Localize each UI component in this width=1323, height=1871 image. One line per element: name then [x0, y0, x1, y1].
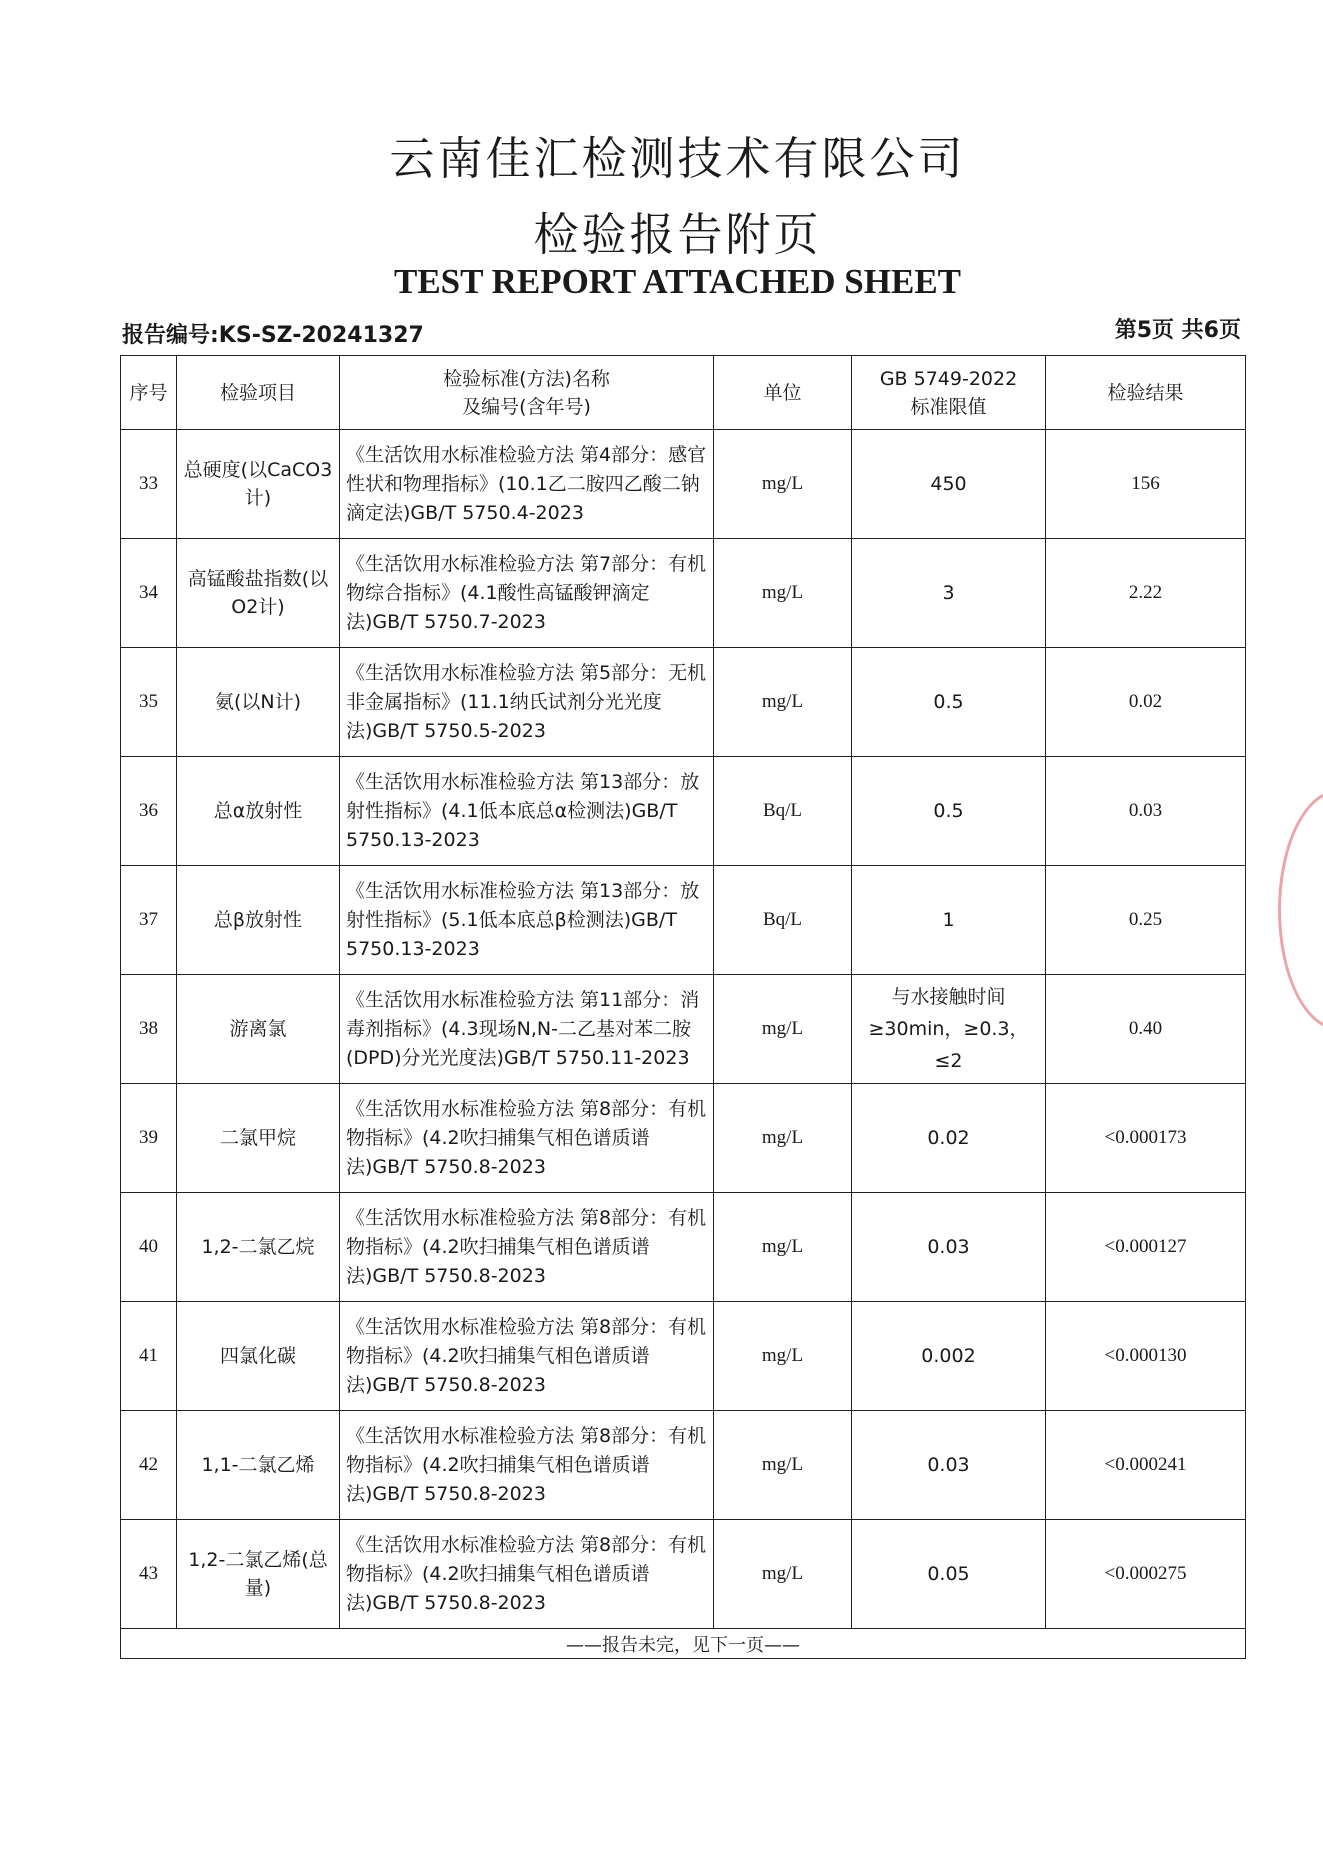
row-limit: 0.05 [852, 1520, 1046, 1629]
company-name: 云南佳汇检测技术有限公司 [389, 132, 966, 185]
table-row [121, 975, 1246, 1084]
row-result: 2.22 [1046, 539, 1246, 648]
table-row [121, 1520, 1246, 1629]
row-limit: 0.02 [852, 1084, 1046, 1193]
row-result: <0.000275 [1046, 1520, 1246, 1629]
header-standard-line2: 及编号(含年号) [462, 395, 591, 418]
header-limit-line1: GB 5749-2022 [879, 367, 1018, 390]
row-number: 42 [121, 1411, 177, 1520]
row-standard: 《生活饮用水标准检验方法 第8部分：有机物指标》(4.2吹扫捕集气相色谱质谱法)GB/T 5750.8-2023 [340, 1193, 714, 1302]
row-standard: 《生活饮用水标准检验方法 第4部分：感官性状和物理指标》(10.1乙二胺四乙酸二钠滴定法)GB/T 5750.4-2023 [340, 430, 714, 539]
continuation-note: ——报告未完，见下一页—— [121, 1629, 1246, 1659]
row-number: 33 [121, 430, 177, 539]
table-footer-row [121, 1629, 1246, 1659]
table-row [121, 1084, 1246, 1193]
row-unit: mg/L [714, 1302, 852, 1411]
row-number: 39 [121, 1084, 177, 1193]
row-number: 43 [121, 1520, 177, 1629]
row-standard: 《生活饮用水标准检验方法 第8部分：有机物指标》(4.2吹扫捕集气相色谱质谱法)GB/T 5750.8-2023 [340, 1411, 714, 1520]
row-unit: mg/L [714, 430, 852, 539]
row-limit: 与水接触时间≥30min，≥0.3，≤2 [852, 975, 1046, 1084]
row-standard: 《生活饮用水标准检验方法 第7部分：有机物综合指标》(4.1酸性高锰酸钾滴定法)GB/T 5750.7-2023 [340, 539, 714, 648]
row-limit: 3 [852, 539, 1046, 648]
row-number: 37 [121, 866, 177, 975]
row-result: <0.000130 [1046, 1302, 1246, 1411]
table-row [121, 1411, 1246, 1520]
row-number: 40 [121, 1193, 177, 1302]
row-item: 四氯化碳 [177, 1302, 340, 1411]
row-standard: 《生活饮用水标准检验方法 第13部分：放射性指标》(5.1低本底总β检测法)GB/T 5750.13-2023 [340, 866, 714, 975]
row-unit: Bq/L [714, 757, 852, 866]
row-number: 35 [121, 648, 177, 757]
row-limit: 0.5 [852, 648, 1046, 757]
header-item: 检验项目 [177, 356, 340, 430]
row-item: 二氯甲烷 [177, 1084, 340, 1193]
row-number: 38 [121, 975, 177, 1084]
table-header-row [121, 356, 1246, 430]
document-subtitle: 检验报告附页 [533, 208, 822, 261]
row-item: 游离氯 [177, 975, 340, 1084]
row-number: 34 [121, 539, 177, 648]
row-unit: mg/L [714, 1411, 852, 1520]
table-row [121, 757, 1246, 866]
row-unit: mg/L [714, 648, 852, 757]
row-item: 高锰酸盐指数(以O2计) [177, 539, 340, 648]
row-standard: 《生活饮用水标准检验方法 第13部分：放射性指标》(4.1低本底总α检测法)GB/T 5750.13-2023 [340, 757, 714, 866]
row-result: 0.40 [1046, 975, 1246, 1084]
row-result: <0.000173 [1046, 1084, 1246, 1193]
row-limit: 0.5 [852, 757, 1046, 866]
row-item: 总β放射性 [177, 866, 340, 975]
row-result: <0.000241 [1046, 1411, 1246, 1520]
row-item: 1,2-二氯乙烯(总量) [177, 1520, 340, 1629]
row-result: 156 [1046, 430, 1246, 539]
header-standard-line1: 检验标准(方法)名称 [443, 367, 610, 390]
table-row [121, 1193, 1246, 1302]
row-limit: 1 [852, 866, 1046, 975]
row-number: 41 [121, 1302, 177, 1411]
row-limit: 0.03 [852, 1193, 1046, 1302]
results-table [120, 355, 1246, 1659]
row-item: 氨(以N计) [177, 648, 340, 757]
table-row [121, 648, 1246, 757]
row-unit: mg/L [714, 975, 852, 1084]
english-title: TEST REPORT ATTACHED SHEET [393, 262, 962, 301]
row-item: 1,1-二氯乙烯 [177, 1411, 340, 1520]
header-limit [852, 356, 1046, 430]
row-limit: 450 [852, 430, 1046, 539]
row-item: 总α放射性 [177, 757, 340, 866]
row-result: 0.02 [1046, 648, 1246, 757]
header-result: 检验结果 [1046, 356, 1246, 430]
row-standard: 《生活饮用水标准检验方法 第8部分：有机物指标》(4.2吹扫捕集气相色谱质谱法)GB/T 5750.8-2023 [340, 1302, 714, 1411]
company-seal-stamp [1278, 790, 1323, 1030]
row-result: <0.000127 [1046, 1193, 1246, 1302]
page-indicator: 第5页 共6页 [1114, 318, 1241, 343]
header-standard [340, 356, 714, 430]
row-standard: 《生活饮用水标准检验方法 第8部分：有机物指标》(4.2吹扫捕集气相色谱质谱法)GB/T 5750.8-2023 [340, 1520, 714, 1629]
row-unit: Bq/L [714, 866, 852, 975]
row-item: 总硬度(以CaCO3计) [177, 430, 340, 539]
row-result: 0.03 [1046, 757, 1246, 866]
header-seq: 序号 [121, 356, 177, 430]
row-number: 36 [121, 757, 177, 866]
row-unit: mg/L [714, 1520, 852, 1629]
row-limit: 0.002 [852, 1302, 1046, 1411]
row-standard: 《生活饮用水标准检验方法 第8部分：有机物指标》(4.2吹扫捕集气相色谱质谱法)GB/T 5750.8-2023 [340, 1084, 714, 1193]
row-standard: 《生活饮用水标准检验方法 第5部分：无机非金属指标》(11.1纳氏试剂分光光度法)GB/T 5750.5-2023 [340, 648, 714, 757]
row-limit: 0.03 [852, 1411, 1046, 1520]
row-item: 1,2-二氯乙烷 [177, 1193, 340, 1302]
table-row [121, 866, 1246, 975]
table-row [121, 1302, 1246, 1411]
table-row [121, 539, 1246, 648]
header-limit-line2: 标准限值 [910, 395, 987, 418]
row-unit: mg/L [714, 539, 852, 648]
report-number: 报告编号:KS-SZ-20241327 [122, 323, 424, 348]
row-standard: 《生活饮用水标准检验方法 第11部分：消毒剂指标》(4.3现场N,N-二乙基对苯二胺(DPD)分光光度法)GB/T 5750.11-2023 [340, 975, 714, 1084]
row-unit: mg/L [714, 1084, 852, 1193]
table-row [121, 430, 1246, 539]
header-unit: 单位 [714, 356, 852, 430]
row-unit: mg/L [714, 1193, 852, 1302]
row-result: 0.25 [1046, 866, 1246, 975]
